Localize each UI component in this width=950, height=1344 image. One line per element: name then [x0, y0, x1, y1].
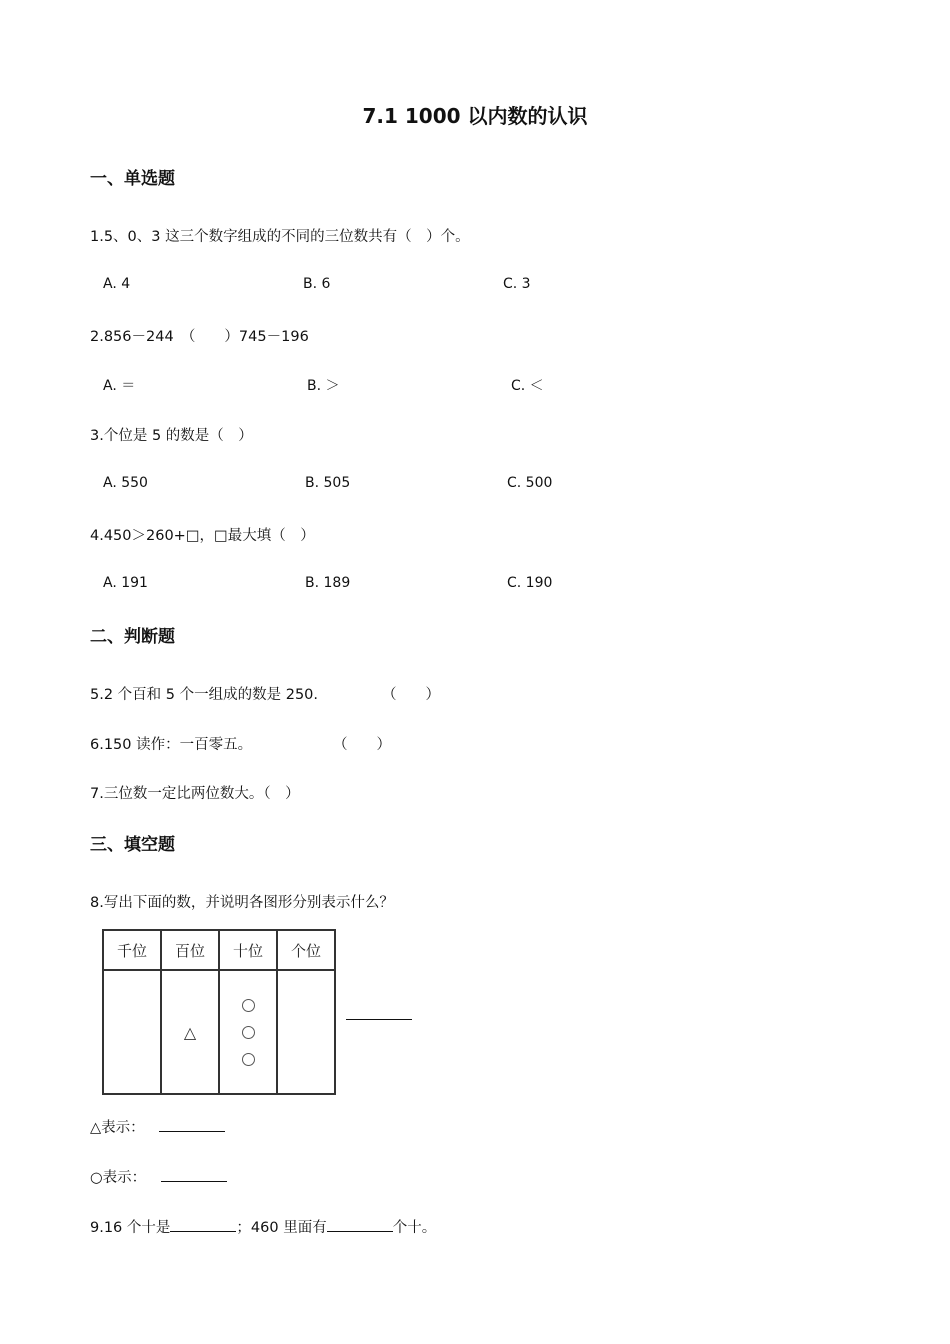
q3-option-b: B. 505 — [305, 475, 351, 491]
header-ones: 个位 — [277, 930, 335, 970]
circle-label: ○表示： — [90, 1170, 147, 1186]
question-8: 8.写出下面的数，并说明各图形分别表示什么？ — [90, 895, 394, 911]
q5-answer-paren: （ ） — [382, 687, 440, 703]
q2-option-a: A. ＝ — [103, 378, 136, 394]
question-4: 4.450＞260+□，□最大填（ ） — [90, 528, 315, 544]
cell-tens — [219, 970, 277, 1094]
triangle-meaning-blank[interactable] — [159, 1117, 225, 1132]
q4-option-c: C. 190 — [507, 575, 553, 591]
q8-circle-meaning — [90, 1166, 227, 1187]
page-title: 7.1 1000 以内数的认识 — [362, 104, 588, 128]
q9-blank-1[interactable] — [170, 1217, 236, 1232]
q2-option-c: C. ＜ — [511, 378, 544, 394]
section-heading-true-false: 二、判断题 — [90, 627, 175, 647]
q8-number-blank[interactable] — [346, 1019, 412, 1020]
q4-option-a: A. 191 — [103, 575, 148, 591]
q8-triangle-meaning — [90, 1116, 225, 1137]
q3-option-c: C. 500 — [507, 475, 553, 491]
circle-meaning-blank[interactable] — [161, 1167, 227, 1182]
place-value-chart — [102, 929, 336, 1095]
q1-option-b: B. 6 — [303, 276, 331, 292]
section-heading-single-choice: 一、单选题 — [90, 169, 175, 189]
q9-part-3: 个十。 — [392, 1220, 437, 1236]
question-2: 2.856－244 （ ）745－196 — [90, 329, 309, 345]
cell-thousands — [103, 970, 161, 1094]
triangle-label: △表示： — [90, 1120, 145, 1136]
header-tens: 十位 — [219, 930, 277, 970]
circle-icon — [242, 1053, 255, 1066]
cell-ones — [277, 970, 335, 1094]
q9-part-2: ；460 里面有 — [236, 1220, 327, 1236]
section-heading-fill-blank: 三、填空题 — [90, 835, 175, 855]
q9-part-1: 9.16 个十是 — [90, 1220, 171, 1236]
header-thousands: 千位 — [103, 930, 161, 970]
q2-option-b: B. ＞ — [307, 378, 340, 394]
triangle-icon: △ — [183, 1022, 197, 1042]
q6-answer-paren: （ ） — [333, 737, 391, 753]
circle-icon — [242, 1026, 255, 1039]
q1-option-a: A. 4 — [103, 276, 131, 292]
cell-hundreds — [161, 970, 219, 1094]
header-hundreds: 百位 — [161, 930, 219, 970]
question-7: 7.三位数一定比两位数大。（ ） — [90, 786, 300, 802]
q1-option-c: C. 3 — [503, 276, 531, 292]
question-3: 3.个位是 5 的数是（ ） — [90, 428, 253, 444]
circle-icon — [242, 999, 255, 1012]
question-6: 6.150 读作：一百零五。 — [90, 737, 253, 753]
question-5: 5.2 个百和 5 个一组成的数是 250. — [90, 687, 319, 703]
q4-option-b: B. 189 — [305, 575, 351, 591]
question-1: 1.5、0、3 这三个数字组成的不同的三位数共有（ ）个。 — [90, 229, 470, 245]
question-9 — [90, 1216, 436, 1237]
q3-option-a: A. 550 — [103, 475, 148, 491]
q9-blank-2[interactable] — [327, 1217, 393, 1232]
